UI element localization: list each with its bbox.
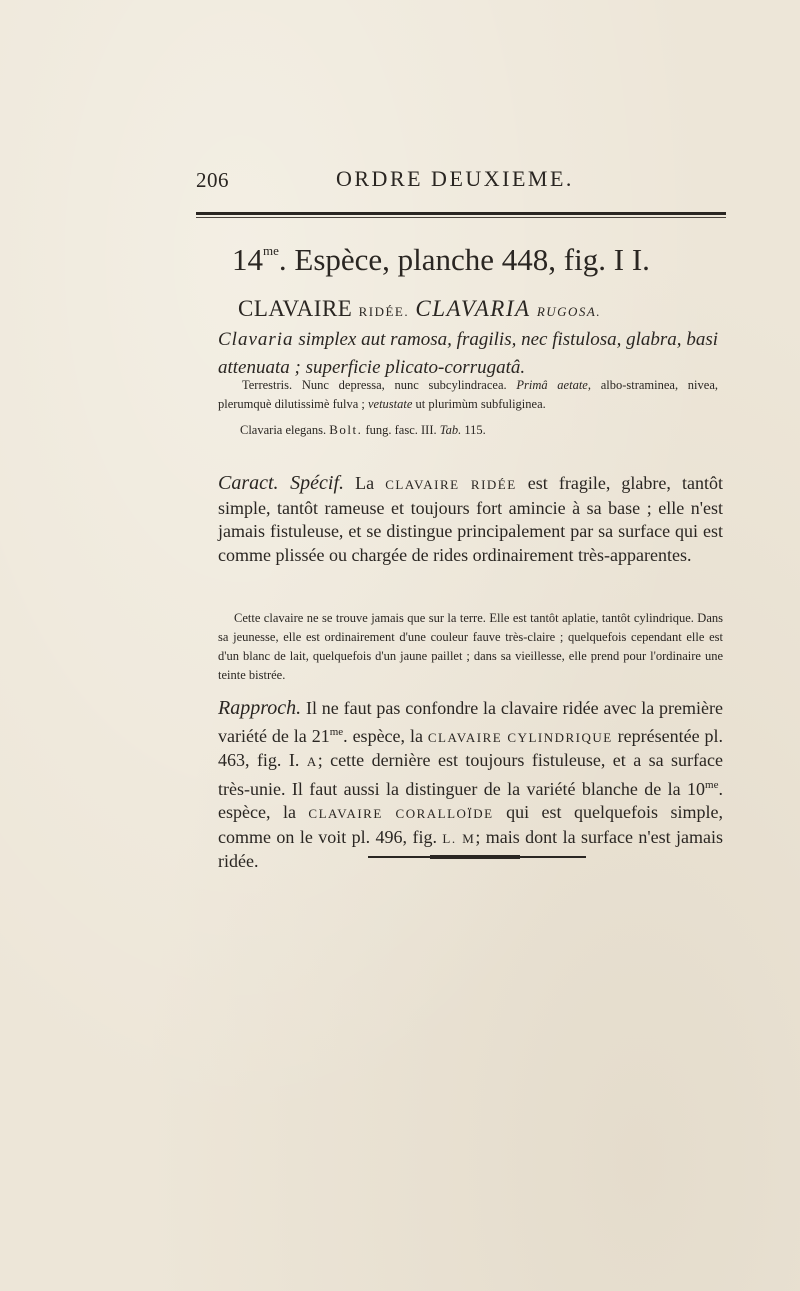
biblio-tab-num: 115. (464, 423, 486, 437)
rapproch-text-7: ; mais dont la surface n'est jamais ridée. (218, 826, 724, 871)
rapproch-label: Rapproch. (218, 697, 302, 719)
species-number: 14 (232, 242, 263, 277)
species-names (238, 296, 601, 322)
rapproch-sup-1: me (329, 725, 344, 738)
french-genus: CLAVAIRE (238, 296, 353, 321)
diagnosis-lead: Clavaria (218, 329, 294, 350)
species-number-suffix: me (263, 243, 279, 258)
rapproch-text-6: qui est quelquefois simple, comme on le voit pl. 496, fig. (218, 802, 723, 847)
rapproch-fig-2: L. M (442, 830, 476, 846)
rapproch-name-1: CLAVAIRE CYLINDRIQUE (427, 729, 613, 745)
caract-name: CLAVAIRE RIDÉE (385, 477, 517, 492)
rapproch-text-4: ; cette dernière est toujours fistuleuse, et a sa surface très-unie. Il faut aussi la distinguer de la variété blanche de la 10 (218, 750, 724, 799)
species-heading (232, 242, 650, 278)
biblio-tab: Tab. (439, 423, 462, 437)
rapproch-name-2: CLAVAIRE CORALLOÏDE (308, 806, 494, 821)
biblio-text-2: fung. fasc. III. (365, 423, 437, 437)
latin-diagnosis (218, 326, 718, 382)
habitat-text-1: Terrestris. Nunc depressa, nunc subcylindracea. (242, 378, 507, 392)
biblio-text-1: Clavaria elegans. (240, 423, 327, 437)
latin-genus: CLAVARIA (415, 296, 531, 321)
rapproch-fig-1: A (306, 754, 318, 769)
caract-label: Caract. Spécif. (218, 472, 345, 494)
header-rule-thin (196, 217, 726, 218)
habitat-text-3: ut plurimùm subfuliginea. (415, 397, 546, 411)
page-header (196, 168, 726, 198)
rapproch-text-1: Il ne faut pas confondre la clavaire ridée avec la première variété de la 21 (218, 698, 723, 746)
caract-text-2: est fragile, glabre, tantôt simple, tantôt rameuse et toujours fort amincie à sa base ; elle n'est jamais fistuleuse, et se distingue principalement par sa surface qui est comme plissée ou chargée de rides ordinairement très-apparentes. (218, 473, 723, 565)
end-rule-thick-center (430, 855, 520, 859)
rapproch-text-3: représentée pl. 463, fig. I. (218, 725, 724, 770)
rapproch-paragraph (218, 697, 723, 874)
header-rule-thick (196, 212, 726, 215)
bibliography (240, 420, 720, 440)
caract-text-1: La (355, 473, 375, 493)
french-epithet: RIDÉE. (358, 304, 410, 319)
page-number: 206 (196, 168, 229, 192)
caract-paragraph (218, 472, 723, 567)
habitat-italic-2: vetustate (367, 397, 413, 411)
rapproch-text-2: . espèce, la (343, 725, 423, 746)
habitat-italic-1: Primâ aetate (516, 378, 588, 392)
habitat-text-2: , albo-straminea, nivea, plerumquè dilutissimè fulva ; (218, 378, 719, 411)
diagnosis-text: simplex aut ramosa, fragilis, nec fistulosa, glabra, basi attenuata ; superficie plicato-corrugatâ. (218, 329, 718, 378)
rapproch-sup-2: me (705, 778, 719, 791)
running-head: ORDRE DEUXIEME. (336, 166, 574, 191)
biblio-author: Bolt. (329, 422, 363, 437)
habitat-note (218, 376, 718, 414)
note-paragraph: Cette clavaire ne se trouve jamais que sur la terre. Elle est tantôt aplatie, tantôt cylindrique. Dans sa jeunesse, elle est ordinairement d'une couleur fauve très-claire ; quelquefois cependant elle est d'un blanc de lait, quelquefois d'un jaune paillet ; dans sa vieillesse, elle prend pour l'ordinaire une teinte bistrée. (218, 611, 723, 682)
latin-epithet: RUGOSA. (536, 304, 602, 319)
species-heading-text: . Espèce, planche 448, fig. I I. (278, 242, 650, 277)
rapproch-text-5: . espèce, la (218, 778, 723, 822)
